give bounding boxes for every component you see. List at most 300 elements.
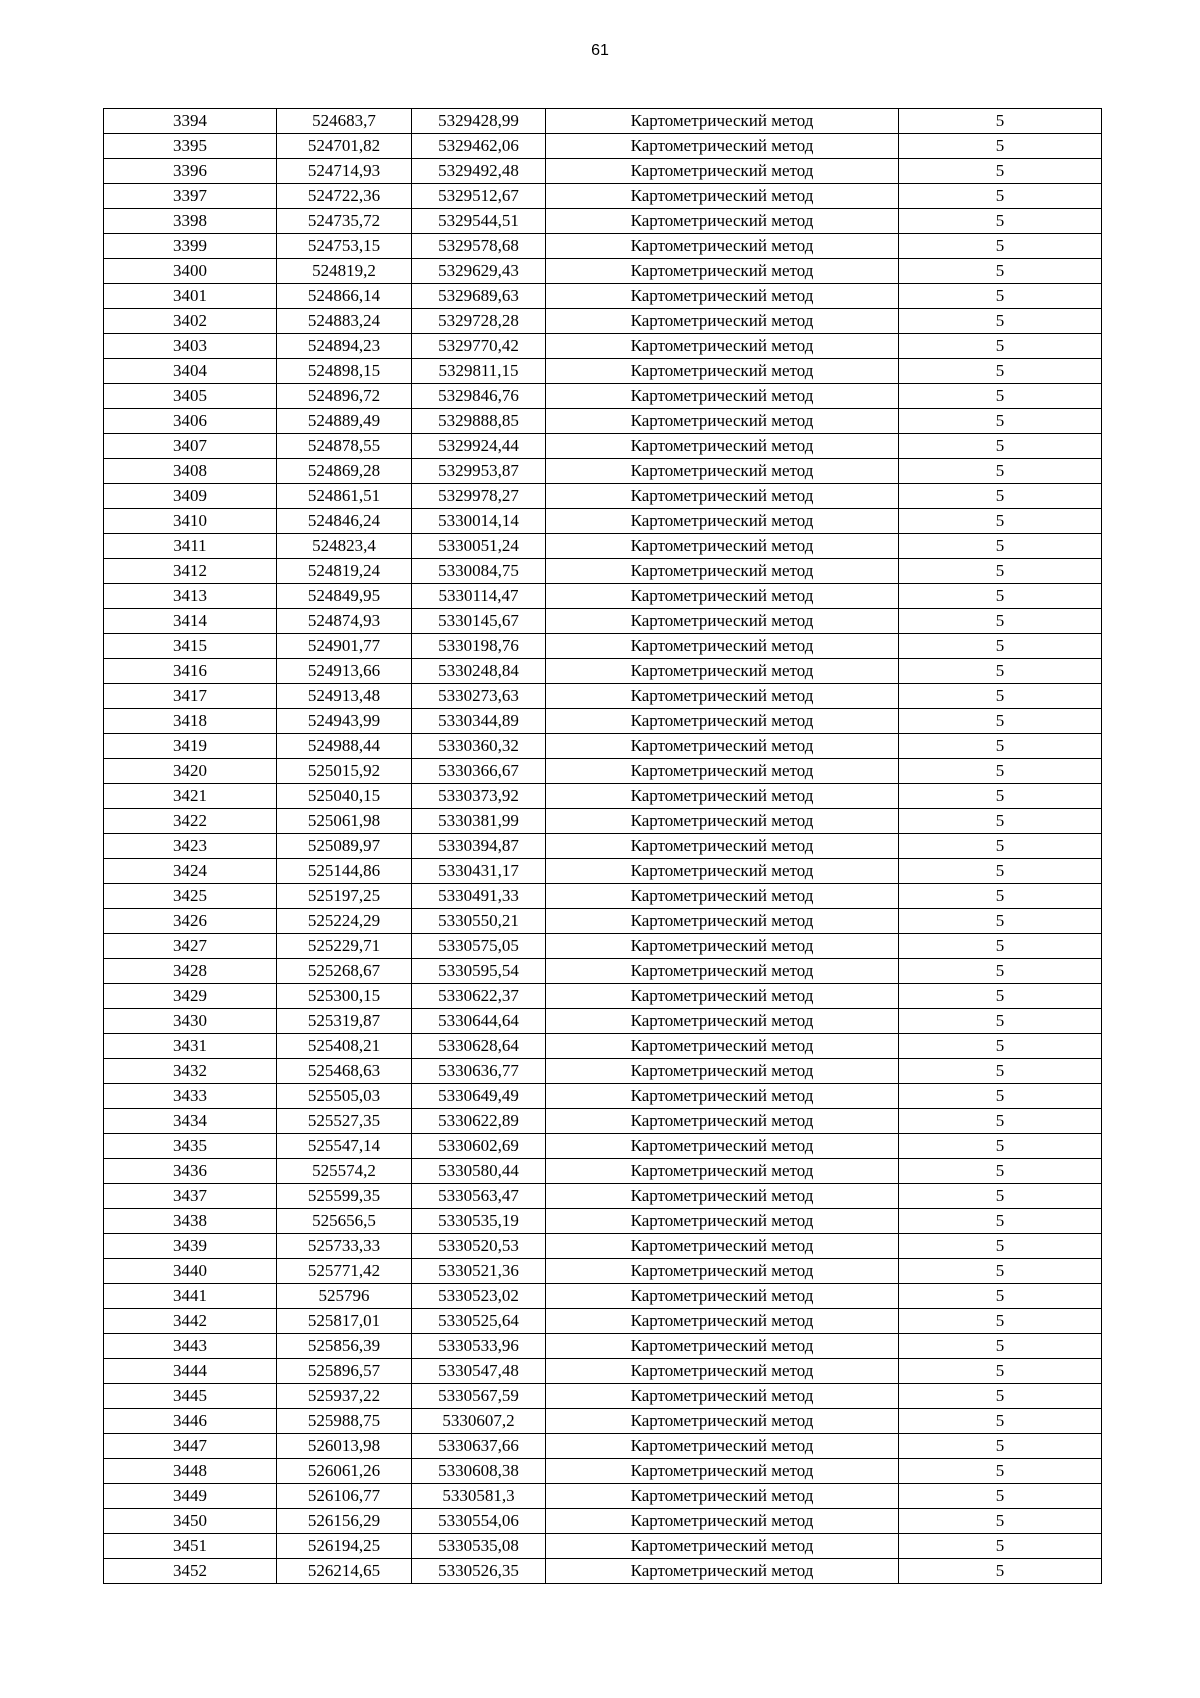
y-coordinate-cell: 5330575,05 [412,934,546,959]
point-number-cell: 3418 [104,709,277,734]
y-coordinate-cell: 5330198,76 [412,634,546,659]
table-row [104,859,1102,884]
x-coordinate-cell: 525817,01 [277,1309,412,1334]
accuracy-cell: 5 [899,459,1102,484]
table-row [104,1109,1102,1134]
table-row [104,184,1102,209]
method-cell: Картометрический метод [546,1434,899,1459]
accuracy-cell: 5 [899,734,1102,759]
method-cell: Картометрический метод [546,484,899,509]
point-number-cell: 3420 [104,759,277,784]
y-coordinate-cell: 5330491,33 [412,884,546,909]
accuracy-cell: 5 [899,434,1102,459]
y-coordinate-cell: 5330547,48 [412,1359,546,1384]
method-cell: Картометрический метод [546,1184,899,1209]
method-cell: Картометрический метод [546,159,899,184]
x-coordinate-cell: 525468,63 [277,1059,412,1084]
x-coordinate-cell: 524846,24 [277,509,412,534]
accuracy-cell: 5 [899,659,1102,684]
x-coordinate-cell: 525144,86 [277,859,412,884]
method-cell: Картометрический метод [546,609,899,634]
x-coordinate-cell: 525319,87 [277,1009,412,1034]
table-row [104,784,1102,809]
x-coordinate-cell: 524988,44 [277,734,412,759]
method-cell: Картометрический метод [546,459,899,484]
point-number-cell: 3399 [104,234,277,259]
point-number-cell: 3446 [104,1409,277,1434]
y-coordinate-cell: 5329492,48 [412,159,546,184]
x-coordinate-cell: 525408,21 [277,1034,412,1059]
x-coordinate-cell: 526156,29 [277,1509,412,1534]
method-cell: Картометрический метод [546,409,899,434]
table-row [104,1409,1102,1434]
point-number-cell: 3430 [104,1009,277,1034]
point-number-cell: 3413 [104,584,277,609]
table-row [104,284,1102,309]
method-cell: Картометрический метод [546,434,899,459]
y-coordinate-cell: 5329462,06 [412,134,546,159]
x-coordinate-cell: 524913,66 [277,659,412,684]
x-coordinate-cell: 524823,4 [277,534,412,559]
y-coordinate-cell: 5329888,85 [412,409,546,434]
y-coordinate-cell: 5329578,68 [412,234,546,259]
method-cell: Картометрический метод [546,1034,899,1059]
method-cell: Картометрический метод [546,1484,899,1509]
method-cell: Картометрический метод [546,1334,899,1359]
point-number-cell: 3428 [104,959,277,984]
y-coordinate-cell: 5329512,67 [412,184,546,209]
accuracy-cell: 5 [899,534,1102,559]
method-cell: Картометрический метод [546,309,899,334]
x-coordinate-cell: 525300,15 [277,984,412,1009]
point-number-cell: 3404 [104,359,277,384]
y-coordinate-cell: 5330520,53 [412,1234,546,1259]
table-row [104,509,1102,534]
point-number-cell: 3436 [104,1159,277,1184]
accuracy-cell: 5 [899,1384,1102,1409]
accuracy-cell: 5 [899,1359,1102,1384]
table-row [104,709,1102,734]
y-coordinate-cell: 5329924,44 [412,434,546,459]
y-coordinate-cell: 5329728,28 [412,309,546,334]
x-coordinate-cell: 525988,75 [277,1409,412,1434]
y-coordinate-cell: 5330636,77 [412,1059,546,1084]
point-number-cell: 3422 [104,809,277,834]
accuracy-cell: 5 [899,359,1102,384]
accuracy-cell: 5 [899,1134,1102,1159]
y-coordinate-cell: 5330554,06 [412,1509,546,1534]
y-coordinate-cell: 5329953,87 [412,459,546,484]
table-row [104,609,1102,634]
point-number-cell: 3396 [104,159,277,184]
y-coordinate-cell: 5330644,64 [412,1009,546,1034]
x-coordinate-cell: 524714,93 [277,159,412,184]
accuracy-cell: 5 [899,159,1102,184]
accuracy-cell: 5 [899,109,1102,134]
accuracy-cell: 5 [899,1559,1102,1584]
x-coordinate-cell: 525656,5 [277,1209,412,1234]
point-number-cell: 3402 [104,309,277,334]
point-number-cell: 3449 [104,1484,277,1509]
accuracy-cell: 5 [899,1034,1102,1059]
accuracy-cell: 5 [899,584,1102,609]
method-cell: Картометрический метод [546,1509,899,1534]
point-number-cell: 3440 [104,1259,277,1284]
table-row [104,409,1102,434]
method-cell: Картометрический метод [546,259,899,284]
x-coordinate-cell: 524701,82 [277,134,412,159]
x-coordinate-cell: 524753,15 [277,234,412,259]
method-cell: Картометрический метод [546,909,899,934]
y-coordinate-cell: 5330535,19 [412,1209,546,1234]
x-coordinate-cell: 525547,14 [277,1134,412,1159]
method-cell: Картометрический метод [546,1309,899,1334]
point-number-cell: 3409 [104,484,277,509]
x-coordinate-cell: 525856,39 [277,1334,412,1359]
x-coordinate-cell: 524866,14 [277,284,412,309]
table-row [104,1534,1102,1559]
table-row [104,484,1102,509]
point-number-cell: 3445 [104,1384,277,1409]
table-row [104,934,1102,959]
method-cell: Картометрический метод [546,359,899,384]
method-cell: Картометрический метод [546,1109,899,1134]
table-row [104,234,1102,259]
method-cell: Картометрический метод [546,584,899,609]
x-coordinate-cell: 525599,35 [277,1184,412,1209]
y-coordinate-cell: 5329689,63 [412,284,546,309]
method-cell: Картометрический метод [546,809,899,834]
accuracy-cell: 5 [899,1234,1102,1259]
point-number-cell: 3427 [104,934,277,959]
point-number-cell: 3421 [104,784,277,809]
method-cell: Картометрический метод [546,634,899,659]
x-coordinate-cell: 525574,2 [277,1159,412,1184]
method-cell: Картометрический метод [546,859,899,884]
method-cell: Картометрический метод [546,1084,899,1109]
y-coordinate-cell: 5330637,66 [412,1434,546,1459]
x-coordinate-cell: 524683,7 [277,109,412,134]
table-row [104,1334,1102,1359]
accuracy-cell: 5 [899,509,1102,534]
y-coordinate-cell: 5329629,43 [412,259,546,284]
table-row [104,1084,1102,1109]
method-cell: Картометрический метод [546,1234,899,1259]
x-coordinate-cell: 524874,93 [277,609,412,634]
x-coordinate-cell: 524898,15 [277,359,412,384]
point-number-cell: 3411 [104,534,277,559]
point-number-cell: 3400 [104,259,277,284]
x-coordinate-cell: 524735,72 [277,209,412,234]
method-cell: Картометрический метод [546,1409,899,1434]
table-row [104,1509,1102,1534]
y-coordinate-cell: 5329978,27 [412,484,546,509]
point-number-cell: 3431 [104,1034,277,1059]
accuracy-cell: 5 [899,259,1102,284]
table-row [104,159,1102,184]
method-cell: Картометрический метод [546,1534,899,1559]
point-number-cell: 3395 [104,134,277,159]
table-row [104,534,1102,559]
x-coordinate-cell: 524896,72 [277,384,412,409]
method-cell: Картометрический метод [546,1059,899,1084]
table-row [104,434,1102,459]
accuracy-cell: 5 [899,909,1102,934]
method-cell: Картометрический метод [546,559,899,584]
table-row [104,1209,1102,1234]
point-number-cell: 3398 [104,209,277,234]
method-cell: Картометрический метод [546,234,899,259]
point-number-cell: 3424 [104,859,277,884]
y-coordinate-cell: 5330581,3 [412,1484,546,1509]
point-number-cell: 3417 [104,684,277,709]
x-coordinate-cell: 524869,28 [277,459,412,484]
method-cell: Картометрический метод [546,1359,899,1384]
y-coordinate-cell: 5330525,64 [412,1309,546,1334]
point-number-cell: 3451 [104,1534,277,1559]
point-number-cell: 3408 [104,459,277,484]
x-coordinate-cell: 525224,29 [277,909,412,934]
accuracy-cell: 5 [899,334,1102,359]
y-coordinate-cell: 5330563,47 [412,1184,546,1209]
x-coordinate-cell: 524894,23 [277,334,412,359]
table-row [104,1184,1102,1209]
point-number-cell: 3433 [104,1084,277,1109]
table-row [104,684,1102,709]
point-number-cell: 3426 [104,909,277,934]
point-number-cell: 3425 [104,884,277,909]
y-coordinate-cell: 5330622,37 [412,984,546,1009]
method-cell: Картометрический метод [546,109,899,134]
point-number-cell: 3437 [104,1184,277,1209]
y-coordinate-cell: 5329846,76 [412,384,546,409]
accuracy-cell: 5 [899,1534,1102,1559]
y-coordinate-cell: 5330114,47 [412,584,546,609]
point-number-cell: 3405 [104,384,277,409]
accuracy-cell: 5 [899,1184,1102,1209]
y-coordinate-cell: 5330567,59 [412,1384,546,1409]
accuracy-cell: 5 [899,1259,1102,1284]
accuracy-cell: 5 [899,959,1102,984]
y-coordinate-cell: 5330550,21 [412,909,546,934]
point-number-cell: 3403 [104,334,277,359]
accuracy-cell: 5 [899,784,1102,809]
table-row [104,209,1102,234]
y-coordinate-cell: 5330394,87 [412,834,546,859]
point-number-cell: 3397 [104,184,277,209]
accuracy-cell: 5 [899,984,1102,1009]
x-coordinate-cell: 524878,55 [277,434,412,459]
method-cell: Картометрический метод [546,1559,899,1584]
accuracy-cell: 5 [899,284,1102,309]
accuracy-cell: 5 [899,309,1102,334]
coordinates-table [103,108,1102,1584]
table-row [104,959,1102,984]
method-cell: Картометрический метод [546,134,899,159]
accuracy-cell: 5 [899,559,1102,584]
accuracy-cell: 5 [899,609,1102,634]
table-row [104,734,1102,759]
y-coordinate-cell: 5330595,54 [412,959,546,984]
table-row [104,584,1102,609]
method-cell: Картометрический метод [546,834,899,859]
accuracy-cell: 5 [899,184,1102,209]
point-number-cell: 3414 [104,609,277,634]
y-coordinate-cell: 5330628,64 [412,1034,546,1059]
point-number-cell: 3442 [104,1309,277,1334]
table-row [104,309,1102,334]
table-row [104,459,1102,484]
accuracy-cell: 5 [899,1459,1102,1484]
y-coordinate-cell: 5330535,08 [412,1534,546,1559]
table-row [104,909,1102,934]
table-row [104,384,1102,409]
method-cell: Картометрический метод [546,384,899,409]
accuracy-cell: 5 [899,1434,1102,1459]
x-coordinate-cell: 524889,49 [277,409,412,434]
table-row [104,1384,1102,1409]
accuracy-cell: 5 [899,1159,1102,1184]
y-coordinate-cell: 5330014,14 [412,509,546,534]
point-number-cell: 3447 [104,1434,277,1459]
table-row [104,1434,1102,1459]
y-coordinate-cell: 5330366,67 [412,759,546,784]
point-number-cell: 3441 [104,1284,277,1309]
method-cell: Картометрический метод [546,509,899,534]
method-cell: Картометрический метод [546,759,899,784]
x-coordinate-cell: 525527,35 [277,1109,412,1134]
x-coordinate-cell: 524901,77 [277,634,412,659]
x-coordinate-cell: 524913,48 [277,684,412,709]
x-coordinate-cell: 525229,71 [277,934,412,959]
method-cell: Картометрический метод [546,209,899,234]
point-number-cell: 3434 [104,1109,277,1134]
x-coordinate-cell: 525896,57 [277,1359,412,1384]
point-number-cell: 3412 [104,559,277,584]
table-row [104,1009,1102,1034]
y-coordinate-cell: 5330533,96 [412,1334,546,1359]
y-coordinate-cell: 5330344,89 [412,709,546,734]
x-coordinate-cell: 525771,42 [277,1259,412,1284]
accuracy-cell: 5 [899,1509,1102,1534]
method-cell: Картометрический метод [546,1134,899,1159]
accuracy-cell: 5 [899,384,1102,409]
accuracy-cell: 5 [899,1109,1102,1134]
x-coordinate-cell: 525061,98 [277,809,412,834]
point-number-cell: 3416 [104,659,277,684]
method-cell: Картометрический метод [546,684,899,709]
method-cell: Картометрический метод [546,884,899,909]
point-number-cell: 3429 [104,984,277,1009]
y-coordinate-cell: 5330608,38 [412,1459,546,1484]
accuracy-cell: 5 [899,1209,1102,1234]
x-coordinate-cell: 525089,97 [277,834,412,859]
x-coordinate-cell: 526061,26 [277,1459,412,1484]
table-row [104,109,1102,134]
method-cell: Картометрический метод [546,334,899,359]
table-row [104,259,1102,284]
y-coordinate-cell: 5329544,51 [412,209,546,234]
accuracy-cell: 5 [899,234,1102,259]
accuracy-cell: 5 [899,934,1102,959]
point-number-cell: 3432 [104,1059,277,1084]
point-number-cell: 3438 [104,1209,277,1234]
method-cell: Картометрический метод [546,659,899,684]
x-coordinate-cell: 525015,92 [277,759,412,784]
method-cell: Картометрический метод [546,1459,899,1484]
y-coordinate-cell: 5329770,42 [412,334,546,359]
method-cell: Картометрический метод [546,1159,899,1184]
y-coordinate-cell: 5330373,92 [412,784,546,809]
method-cell: Картометрический метод [546,1284,899,1309]
y-coordinate-cell: 5330084,75 [412,559,546,584]
page-number: 61 [591,42,609,59]
point-number-cell: 3443 [104,1334,277,1359]
table-row [104,1459,1102,1484]
point-number-cell: 3401 [104,284,277,309]
y-coordinate-cell: 5330602,69 [412,1134,546,1159]
y-coordinate-cell: 5330622,89 [412,1109,546,1134]
x-coordinate-cell: 526013,98 [277,1434,412,1459]
method-cell: Картометрический метод [546,1259,899,1284]
y-coordinate-cell: 5330431,17 [412,859,546,884]
accuracy-cell: 5 [899,709,1102,734]
point-number-cell: 3419 [104,734,277,759]
table-row [104,1259,1102,1284]
y-coordinate-cell: 5330607,2 [412,1409,546,1434]
accuracy-cell: 5 [899,409,1102,434]
table-row [104,1559,1102,1584]
y-coordinate-cell: 5330360,32 [412,734,546,759]
point-number-cell: 3444 [104,1359,277,1384]
method-cell: Картометрический метод [546,534,899,559]
x-coordinate-cell: 525040,15 [277,784,412,809]
method-cell: Картометрический метод [546,1384,899,1409]
x-coordinate-cell: 524722,36 [277,184,412,209]
table-row [104,1359,1102,1384]
accuracy-cell: 5 [899,809,1102,834]
method-cell: Картометрический метод [546,934,899,959]
method-cell: Картометрический метод [546,1009,899,1034]
accuracy-cell: 5 [899,1009,1102,1034]
x-coordinate-cell: 525937,22 [277,1384,412,1409]
y-coordinate-cell: 5330521,36 [412,1259,546,1284]
accuracy-cell: 5 [899,684,1102,709]
accuracy-cell: 5 [899,1059,1102,1084]
table-row [104,134,1102,159]
table-row [104,359,1102,384]
y-coordinate-cell: 5330523,02 [412,1284,546,1309]
method-cell: Картометрический метод [546,184,899,209]
table-row [104,334,1102,359]
point-number-cell: 3452 [104,1559,277,1584]
x-coordinate-cell: 525505,03 [277,1084,412,1109]
y-coordinate-cell: 5330051,24 [412,534,546,559]
table-row [104,834,1102,859]
table-row [104,634,1102,659]
table-row [104,1284,1102,1309]
x-coordinate-cell: 524819,24 [277,559,412,584]
point-number-cell: 3394 [104,109,277,134]
y-coordinate-cell: 5330145,67 [412,609,546,634]
accuracy-cell: 5 [899,1334,1102,1359]
accuracy-cell: 5 [899,834,1102,859]
table-row [104,984,1102,1009]
point-number-cell: 3406 [104,409,277,434]
x-coordinate-cell: 525796 [277,1284,412,1309]
accuracy-cell: 5 [899,1484,1102,1509]
table-row [104,1234,1102,1259]
